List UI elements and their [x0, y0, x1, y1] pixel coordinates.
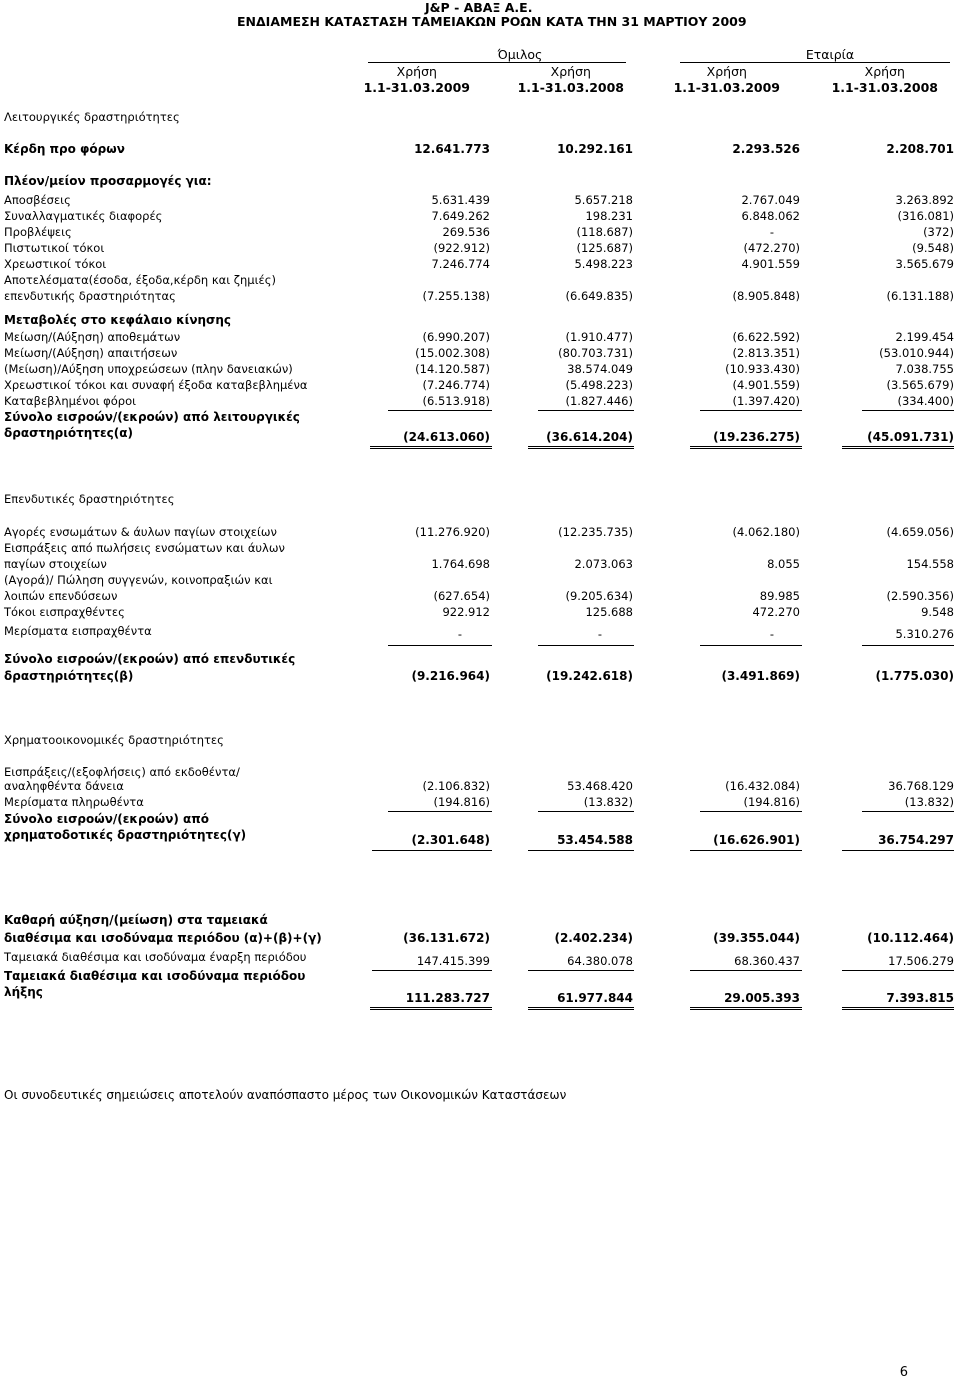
col-header-1: Χρήση 1.1-31.03.2009: [363, 64, 470, 95]
begin-cash-row: Ταμειακά διαθέσιμα και ισοδύναμα έναρξη περιόδου 147.415.399 64.380.078 68.360.437 17.506.279: [4, 950, 954, 968]
net-change-label: Καθαρή αύξηση/(μείωση) στα ταμειακά: [4, 913, 268, 927]
double-rule: [370, 446, 492, 449]
rule: [690, 850, 802, 851]
total-label: Σύνολο εισροών/(εκροών) από επενδυτικές: [4, 652, 296, 666]
table-row: Προβλέψεις 269.536 (118.687) - (372): [4, 225, 954, 239]
statement-title: ΕΝΔΙΑΜΕΣΗ ΚΑΤΑΣΤΑΣΗ ΤΑΜΕΙΑΚΩΝ ΡΟΩΝ ΚΑΤΑ ΤΗΝ 31 ΜΑΡΤΙΟΥ 2009: [237, 14, 747, 29]
table-row: Μερίσματα πληρωθέντα (194.816) (13.832) (194.816) (13.832): [4, 795, 954, 809]
table-row-label: Εισπράξεις από πωλήσεις ενσώματων και άυλων: [4, 541, 285, 555]
working-capital-heading: Μεταβολές στο κεφάλαιο κίνησης: [4, 313, 232, 327]
end-cash-row: λήξης 111.283.727 61.977.844 29.005.393 7.393.815: [4, 985, 954, 1005]
rule: [862, 645, 954, 646]
double-rule: [528, 1007, 634, 1010]
table-row: Μείωση/(Αύξηση) αποθεμάτων (6.990.207) (1.910.477) (6.622.592) 2.199.454: [4, 330, 954, 344]
table-row: αναληφθέντα δάνεια (2.106.832) 53.468.420 (16.432.084) 36.768.129: [4, 779, 954, 793]
total-label: Σύνολο εισροών/(εκροών) από: [4, 812, 210, 826]
table-row: επενδυτικής δραστηριότητας (7.255.138) (6.649.835) (8.905.848) (6.131.188): [4, 289, 954, 303]
net-change-row: διαθέσιμα και ισοδύναμα περιόδου (α)+(β)+(γ) (36.131.672) (2.402.234) (39.355.044) (10.112.464): [4, 931, 954, 945]
rule: [842, 850, 954, 851]
col-header-2: Χρήση 1.1-31.03.2008: [517, 64, 624, 95]
table-row: παγίων στοιχείων 1.764.698 2.073.063 8.055 154.558: [4, 557, 954, 571]
section-heading: Επενδυτικές δραστηριότητες: [4, 492, 175, 506]
double-rule: [690, 1007, 802, 1010]
table-row: Αγορές ενσωμάτων & άυλων παγίων στοιχείων (11.276.920) (12.235.735) (4.062.180) (4.659.056): [4, 525, 954, 539]
company-name: J&P - ΑΒΑΞ Α.Ε.: [425, 0, 533, 15]
double-rule: [842, 446, 954, 449]
col-header-4: Χρήση 1.1-31.03.2008: [831, 64, 938, 95]
double-rule: [842, 1007, 954, 1010]
profit-row: Κέρδη προ φόρων 12.641.773 10.292.161 2.293.526 2.208.701: [4, 142, 954, 156]
rule: [388, 645, 492, 646]
rule: [372, 850, 492, 851]
table-row-label: Εισπράξεις/(εξοφλήσεις) από εκδοθέντα/: [4, 765, 240, 779]
section-heading: Χρηματοοικονομικές δραστηριότητες: [4, 733, 224, 747]
table-row: Καταβεβλημένοι φόροι (6.513.918) (1.827.446) (1.397.420) (334.400): [4, 394, 954, 408]
group-header: Όμιλος: [497, 47, 543, 62]
group-underline: [368, 62, 626, 63]
rule: [528, 850, 634, 851]
section-heading: Λειτουργικές δραστηριότητες: [4, 110, 180, 124]
footnote: Οι συνοδευτικές σημειώσεις αποτελούν αναπόσπαστο μέρος των Οικονομικών Καταστάσεων: [4, 1088, 567, 1102]
table-row: Τόκοι εισπραχθέντες 922.912 125.688 472.270 9.548: [4, 605, 954, 619]
total-label: Σύνολο εισροών/(εκροών) από λειτουργικές: [4, 410, 300, 424]
table-row: (Μείωση)/Αύξηση υποχρεώσεων (πλην δανειακών) (14.120.587) 38.574.049 (10.933.430) 7.038.755: [4, 362, 954, 376]
table-row: Μερίσματα εισπραχθέντα - - - 5.310.276: [4, 624, 954, 641]
adjustments-heading: Πλέον/μείον προσαρμογές για:: [4, 174, 212, 188]
table-row-label: (Αγορά)/ Πώληση συγγενών, κοινοπραξιών και: [4, 573, 273, 587]
double-rule: [690, 446, 802, 449]
rule: [700, 645, 802, 646]
page-number: 6: [899, 1365, 908, 1380]
table-row-label: Αποτελέσματα(έσοδα, έξοδα,κέρδη και ζημιές): [4, 273, 276, 287]
table-row: λοιπών επενδύσεων (627.654) (9.205.634) 89.985 (2.590.356): [4, 589, 954, 603]
company-header: Εταιρία: [805, 47, 855, 62]
company-underline: [680, 62, 950, 63]
table-row: Πιστωτικοί τόκοι (922.912) (125.687) (472.270) (9.548): [4, 241, 954, 255]
total-row: χρηματοδοτικές δραστηριότητες(γ) (2.301.648) 53.454.588 (16.626.901) 36.754.297: [4, 828, 954, 847]
rule: [538, 645, 634, 646]
table-row: Χρεωστικοί τόκοι και συναφή έξοδα καταβεβλημένα (7.246.774) (5.498.223) (4.901.559) (3.565.679): [4, 378, 954, 392]
table-row: Αποσβέσεις 5.631.439 5.657.218 2.767.049 3.263.892: [4, 193, 954, 207]
total-row: δραστηριότητες(β) (9.216.964) (19.242.618) (3.491.869) (1.775.030): [4, 669, 954, 683]
col-header-3: Χρήση 1.1-31.03.2009: [673, 64, 780, 95]
table-row: Συναλλαγματικές διαφορές 7.649.262 198.231 6.848.062 (316.081): [4, 209, 954, 223]
total-row: δραστηριότητες(α) (24.613.060) (36.614.204) (19.236.275) (45.091.731): [4, 426, 954, 444]
double-rule: [528, 446, 634, 449]
table-row: Μείωση/(Αύξηση) απαιτήσεων (15.002.308) (80.703.731) (2.813.351) (53.010.944): [4, 346, 954, 360]
table-row: Χρεωστικοί τόκοι 7.246.774 5.498.223 4.901.559 3.565.679: [4, 257, 954, 271]
end-cash-label: Ταμειακά διαθέσιμα και ισοδύναμα περιόδου: [4, 969, 306, 983]
double-rule: [370, 1007, 492, 1010]
